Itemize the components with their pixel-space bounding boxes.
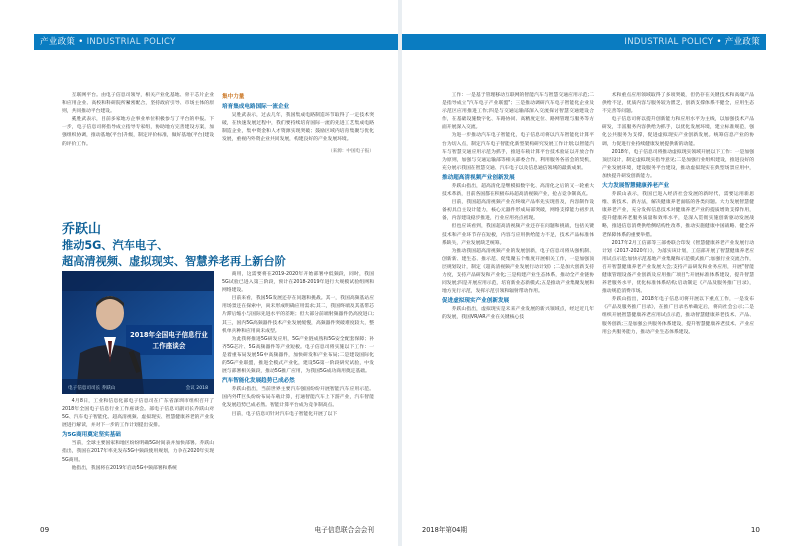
source-note: （来源：中国电子报） [328,149,374,155]
section-separator: • [78,37,84,47]
paragraph: 乔跃山指出，2018年电子信息司将开展以下重点工作，一是发布《产品及服务推广目录》，在推广目录名单确定后，将向社会公示;二是组织开展智慧健康养老应用试点示范，推动智慧健康养老技术、产品、服务创新;三是加强公共服务体系建设，提升智慧健康养老技术、产业应用公共服务能力，推动产业生态体系建设。 [602,297,754,335]
paragraph: 互联网平台。由电子信息司领导，相关产业化基地、骨干芯片企业和应用企业、高校和科研院所紧密配合，坚持政府引导、市场主体的原则，共同推动平台建设。 [62,93,214,115]
banner-line-1: 2018年全国电子信息行业 [130,331,208,339]
article-column-2 [602,92,754,522]
speaker-photo [62,271,214,394]
section-label-en: INDUSTRIAL POLICY [624,37,714,47]
photo-caption-right: 会议 2018 [185,386,208,391]
paragraph: 为推动我国超高清视频产业的发展创新，电子信息司将从强机制、创新新、建生态、推示范、促集聚五个维度开展相关工作，一是加强顶层规划设计，制定《超高清视频产业发展行动计划》;二是加大创新支持力度，支持产品研发和产业化;三是构建产业生态体系，推动全产业链协同发展;四是开展应用示范，培育新业态新模式;五是推动产业集聚发展和地方先行示范，发挥示范引领和辐射带动作用。 [442,248,594,295]
paragraph: 乔跃山表示，我国已进入经济社会发展的新时代，需要运用新思维、新技术、新方法，解决健康养老面临的各类问题。大力发展智慧健康养老产业，充分发挥信息技术对健康养老产业的提质增效支撑作用，提升健康养老服务质量和效率水平，是深入贯彻实施创新驱动发展战略，推进信息消费供给侧结构性改革，推动实施健康中国战略、健全养老保障体系的重要举措。 [602,192,754,238]
page-number-left: 09 [40,525,50,534]
paragraph: 目前，电子信息司针对汽车电子智能化开展了以下 [231,411,338,417]
paragraph: 商用，这需要将在2019-2020年开始部署中低频段，同时，我国5G试验已进入第三阶段，预计在2018-2019年进行大规模试验组网和网络建设。 [222,272,374,294]
article-column-a [62,92,214,196]
paragraph: 乔跃山指出，虚拟现实是未来产业发展的新兴领域点，经过近几年的发展，我国VR/AR产业在关键核心技 [442,307,594,321]
paragraph: 2018年，电子信息司将推动虚拟现实领域开展以下工作：一是加强顶层设计，制定虚拟现实指导意见;二是加强行业组织建设，推进良好的产业发展环境，建设服务平台建设，推动虚拟现实在典型场景应用中，加快提升研发创新能力。 [602,149,754,179]
photo-caption-left: 电子信息司司长 乔跃山 [68,386,116,391]
speaker-photo-illustration [62,271,214,394]
page-number-right: 10 [750,525,760,534]
article-column-d [222,271,374,521]
article-headline [62,222,392,270]
paragraph: 当前，全球主要国家和地区纷纷明确5G时间表并加快部署。乔跃山指出，我国在2017年率先发布5G中频段使用规划，力争在2020年实现5G商用。 [62,441,214,463]
section-subhead: 汽车智能化发展趋势已成必然 [222,378,295,385]
paragraph: 工作：一是基于管理移动互联网的智能汽车与智慧交通应用示范;二是指导成立"汽车电子产业联盟"；三是推动调研汽车电子智能化企业及示范区应用推进工作;四是与交通运输部深入交流探讨智慧交通建设合作，在基础设施数字化、车路协同、高精度定位、路网管理与服务等方面开展深入交流。 [442,93,594,131]
section-separator: • [716,37,722,47]
paragraph: 4月8日，工业和信息化部电子信息司在广东省深圳市组织召开了2018年全国电子信息行业工作座谈会。部电子信息司副司长乔跃山对5G、汽车电子智能化、超高清视频、虚拟现实、智慧健康养老的产业发展进行解读，并对下一步的工作计划提出安排。 [62,399,214,429]
paragraph: 但也应该看到，我国超高清视频产业还存在问题和挑战，包括关键技术和产业环节存在短板，内容与应用供给能力不足，技术产品标准体系缺失，产业发展缺乏统筹。 [442,224,594,246]
paragraph: 吴胜武表示，过去几年，我国集成电路制造环节取得了一定技术突破，在快速发展过程中，我们要持续培育国际一流的先进工艺集成电路制造企业，集中资金和人才资源实现突破；鼓励区域内培育集聚与优化发展，重视内外资企业共同发展，构建良好的产业发展环境。 [222,113,374,143]
section-kicker: 集中力量 [222,94,245,100]
section-subhead: 培育集成电路国际一流企业 [222,104,290,110]
banner-line-2: 工作座谈会 [152,342,186,350]
headline-name: 乔跃山 [62,222,102,237]
section-subhead: 大力发展智慧健康养老产业 [602,183,670,190]
paragraph: 为进一步推动汽车电子智能化，电子信息司将以汽车智能化计算平台为切入点，制定汽车电子智能化新型架构研究发展工作计划;以智能汽车与智慧交通应用示范为抓手，推进车载计算平台技术验证以开放合作为原则，加强与交通运输部等相关部委合作，利用服务各省会的契机，充分展示我国在智慧交通、汽车电子以及信息通信领域的最新成果。 [442,133,594,171]
right-page [402,0,800,546]
section-subhead: 推动超高清视频产业创新发展 [442,174,515,181]
paragraph: 目前来看，我国5G发展还存在问题和挑战。其一，我国高频基站应用场景还在探索中，尚未形成明确应用需求;其二，我国终端及其基带芯片滞后缩小与国际先进水平的差距；但大部分前端射频器件仍高度进口;其三，国内5G高频器件技术产业发展缓慢，高频器件突破难度较大，整机单兵种和应用尚未成型。 [222,296,374,334]
paragraph: 术和重点应用领域取得了多项突破，但仍存在关键技术和高端产品供给不足，优质内容与服务较为匮乏，创新支撑体系不健全，应用生态不完善等问题。 [602,93,754,115]
paragraph: 2017年2月工信部等三部委联合印发《智慧健康养老产业发展行动计划（2017-2020年）》，为落实该计划，工信部开展了智慧健康养老应用试点示范;加快示范基地产业集聚和示范模式推广;加强行业交流合作，召开智慧健康养老产业发展大会;支持产品研发和业务应用，开展"智能健康管理设备产业创新及应用推广项目";开展标准体系建设，提升智慧养老服务水平，优化标准体系结构;启动制定《产品及服务推广目录》，推动规范消费市场。 [602,240,754,295]
footer-issue: 2018年第04期 [422,526,467,534]
section-label-cn: 产业政策 [724,37,760,47]
paragraph: 乔跃山指出，当前世界主要汽车强国纷纷开展智能汽车应用示范。国内外IT巨头纷纷布局车载计算，打通智能汽车上下游产业，汽车智能化发展趋势已成必然。智能计算平台成为竞争制高点。 [222,387,374,409]
article-column-c [62,398,214,520]
section-header-bar-right [402,34,766,50]
article-column-1 [442,92,594,522]
paragraph: 他指出，我国将在2019年启动5G中频部署和系统 [71,465,177,471]
paragraph: 奚胜武表示，目前多家地方企事业单位积极参与了平台的申报。下一步，电子信息司将指导成立指导专家组，协助地方完善建设方案，加强组织协调，推动基地(平台)升级，制定评价标准，做好基地(平台)建设的评价工作。 [62,117,214,147]
paragraph: 乔跃山指出，超高清化是继模拟数字化、高清化之后的又一轮重大技术革新，目前各国都在积极布局超高清视频产业，抢占竞争制高点。 [442,183,594,198]
section-subhead: 为5G商用奠定坚实基础 [62,432,121,439]
headline-line-3: 超高清视频、虚拟现实、智慧养老再上新台阶 [62,255,286,268]
section-label-cn: 产业政策 [40,37,76,47]
paragraph: 目前，我国超高清视频产业在终端产品率先实现普及，内容制作设备初具自主设计能力，核心元器件形成局部突破，网络支撑能力初步具备，内容建设稳步推进，行业应用亮点初现。 [442,200,594,222]
section-subhead: 促进虚拟现实产业创新发展 [442,298,510,305]
article-column-b [222,92,374,212]
footer-title: 电子信息联合会会刊 [314,526,374,534]
section-label-en: INDUSTRIAL POLICY [86,37,176,47]
paragraph: 电子信息司将以提升创新能力和应用水平为主线，以加强技术产品研发，丰富服务内容供给为抓手，以优化发展环境，建立标准规范，强化公共服务为支撑，促进虚拟现实产业创新发展。统筹信息产业的协调，力促进行业持续健康发展提供新的动能。 [602,117,754,147]
paragraph: 为此我将推进5G研发应用，5G产业链成熟和5G安全配套保障；补齐5G芯片、5G高频器件等产业短板。电子信息司将实施以下工作：一是着重布局发展5G中高频器件，加快研发和产业布局;二是建设国际化的5G产业联盟，推进全模式产业化，建设5G第一阶段研究试验，中发展与部署相关频段，推动5G推广应用，为我国5G成功商用奠定基础。 [222,336,374,375]
left-page [0,0,398,546]
headline-line-2: 推动5G、汽车电子、 [62,239,169,252]
section-header-bar-left [34,34,398,50]
